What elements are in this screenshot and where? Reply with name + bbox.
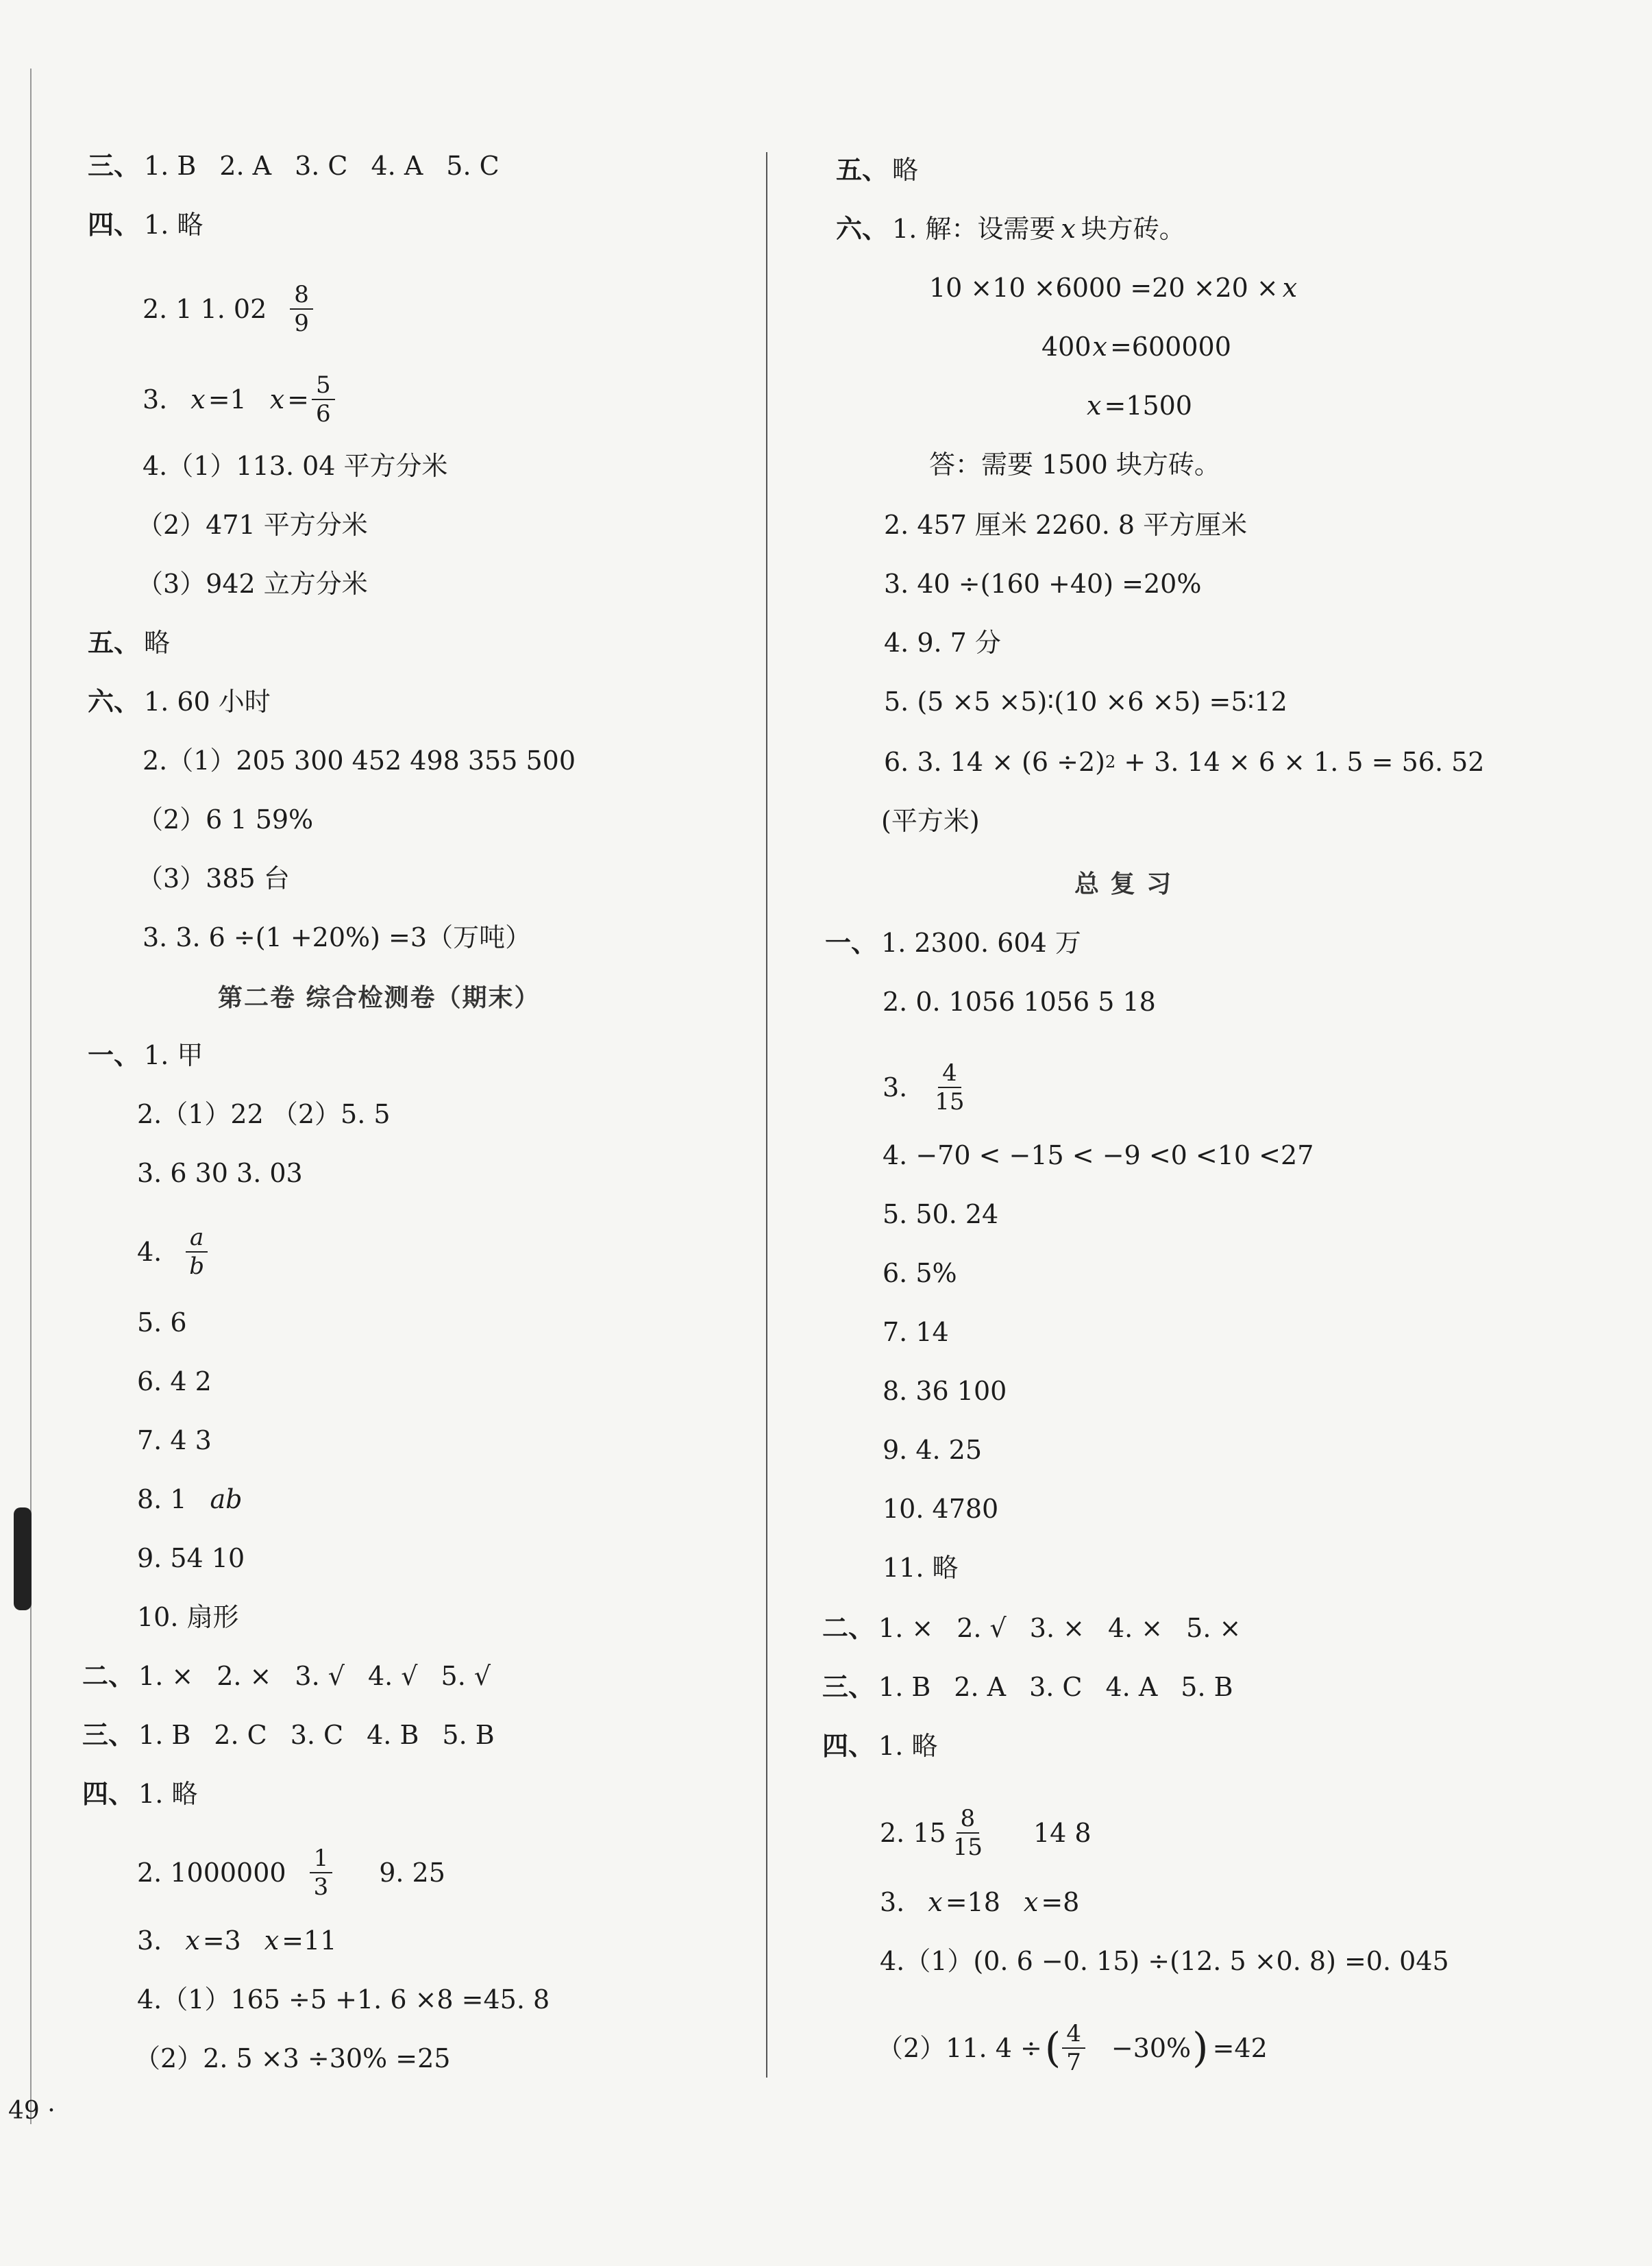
answer-line: 3. x =18 x =8 [880,1887,1080,1917]
section-heading: 总 复 习 [1074,870,1173,898]
answer-line: 五、 略 [88,627,171,658]
answer-line: 2. 15 $\frac{8}{15}$ 14 8 [880,1805,1092,1861]
answer-line: 2.（1）205 300 452 498 355 500 [143,746,576,776]
answer-line: 10 ×10 ×6000 =20 ×20 × x [929,273,1298,303]
answer-line: 5. 50. 24 [883,1199,999,1229]
fraction: $\frac{4}{7}$ [1062,2020,1109,2076]
answer-line: 4.（1）113. 04 平方分米 [143,451,448,481]
answer-line: （2）471 平方分米 [137,510,368,540]
answer-line: x =1500 [1087,391,1192,421]
answer-line: 三、 1. B 2. A 3. C 4. A 5. C [88,150,500,181]
answer-line: 4. 9. 7 分 [884,628,1001,658]
fraction: $\frac{1}{3}$ [310,1845,356,1901]
answer-line: 9. 54 10 [137,1543,245,1573]
answer-line: （3）942 立方分米 [137,569,368,599]
answer-line: 四、 1. 略 [822,1730,938,1761]
answer-line: 六、 1. 60 小时 [88,686,271,717]
answer-line: 四、 1. 略 [88,209,204,240]
answer-line: 11. 略 [883,1553,959,1583]
answer-line: （2）6 1 59% [137,804,314,835]
answer-line: 四、 1. 略 [82,1778,198,1809]
answer-line: 2.（1）22 （2）5. 5 [137,1099,391,1129]
answer-line: 7. 4 3 [137,1425,212,1455]
page-edge-line [30,69,32,2124]
fraction: $\frac{4}{15}$ [935,1059,965,1116]
answer-line: 4. −70 < −15 < −9 <0 <10 <27 [883,1140,1314,1170]
answer-line: 六、 1. 解：设需要 x 块方砖。 [836,213,1185,244]
answer-line: (平方米) [881,806,980,836]
fraction: $\frac{a}{b}$ [185,1224,232,1280]
answer-line: 6. 3. 14 × (6 ÷2) 2 + 3. 14 × 6 × 1. 5 = 56. 52 [884,747,1485,777]
answer-line: 8. 1 ab [137,1484,243,1514]
answer-line: 3. x =3 x =11 [137,1925,337,1956]
answer-line: 2. 457 厘米 2260. 8 平方厘米 [884,510,1248,540]
binding-mark [14,1507,32,1610]
answer-line: 5. 6 [137,1307,187,1338]
answer-line: 6. 5% [883,1258,957,1288]
answer-line: （2）11. 4 ÷ ( $\frac{4}{7}$ −30% ) =42 [877,2020,1268,2076]
answer-line: 三、 1. B 2. C 3. C 4. B 5. B [82,1719,495,1750]
answer-line: 2. 1 1. 02 $\frac{8}{9}$ [143,281,360,337]
answer-line: 4.（1）(0. 6 −0. 15) ÷(12. 5 ×0. 8) =0. 045 [880,1946,1449,1976]
answer-line: 五、 略 [836,154,919,185]
answer-line: 答：需要 1500 块方砖。 [929,449,1220,480]
answer-line: 3. $\frac{4}{15}$ [883,1059,1015,1116]
column-divider [766,152,767,2078]
page-number: 49 · [8,2097,56,2125]
answer-line: 7. 14 [883,1317,949,1347]
answer-line: 8. 36 100 [883,1376,1007,1406]
answer-line: 二、 1. × 2. × 3. √ 4. √ 5. √ [82,1660,491,1691]
section-heading: 第二卷 综合检测卷（期末） [218,984,541,1012]
answer-line: 三、 1. B 2. A 3. C 4. A 5. B [822,1671,1233,1702]
answer-line: 3. 3. 6 ÷(1 +20%) =3（万吨） [143,922,532,952]
answer-line: （2）2. 5 ×3 ÷30% =25 [134,2043,451,2073]
answer-line: 一、 1. 2300. 604 万 [825,927,1081,958]
answer-line: 9. 4. 25 [883,1435,983,1465]
answer-line: 一、 1. 甲 [88,1039,204,1070]
answer-line: 3. 6 30 3. 03 [137,1158,303,1188]
answer-line: 二、 1. × 2. √ 3. × 4. × 5. × [822,1612,1242,1643]
fraction: $\frac{5}{6}$ [312,371,358,428]
answer-line: 5. (5 ×5 ×5)∶(10 ×6 ×5) =5∶12 [884,687,1287,717]
answer-line: （3）385 台 [137,863,290,894]
answer-line: 2. 1000000 $\frac{1}{3}$ 9. 25 [137,1845,445,1901]
fraction: $\frac{8}{9}$ [290,281,336,337]
answer-line: 3. x =1 x = $\frac{5}{6}$ [143,371,382,428]
answer-line: 3. 40 ÷(160 +40) =20% [884,569,1202,599]
answer-line: 4. $\frac{a}{b}$ [137,1224,255,1280]
answer-line: 400 x =600000 [1041,332,1231,362]
fraction: $\frac{8}{15}$ [952,1805,983,1861]
answer-line: 4.（1）165 ÷5 +1. 6 ×8 =45. 8 [137,1984,550,2015]
answer-line: 6. 4 2 [137,1366,212,1396]
answer-line: 10. 扇形 [137,1602,239,1632]
answer-line: 2. 0. 1056 1056 5 18 [883,987,1156,1017]
answer-line: 10. 4780 [883,1494,999,1524]
